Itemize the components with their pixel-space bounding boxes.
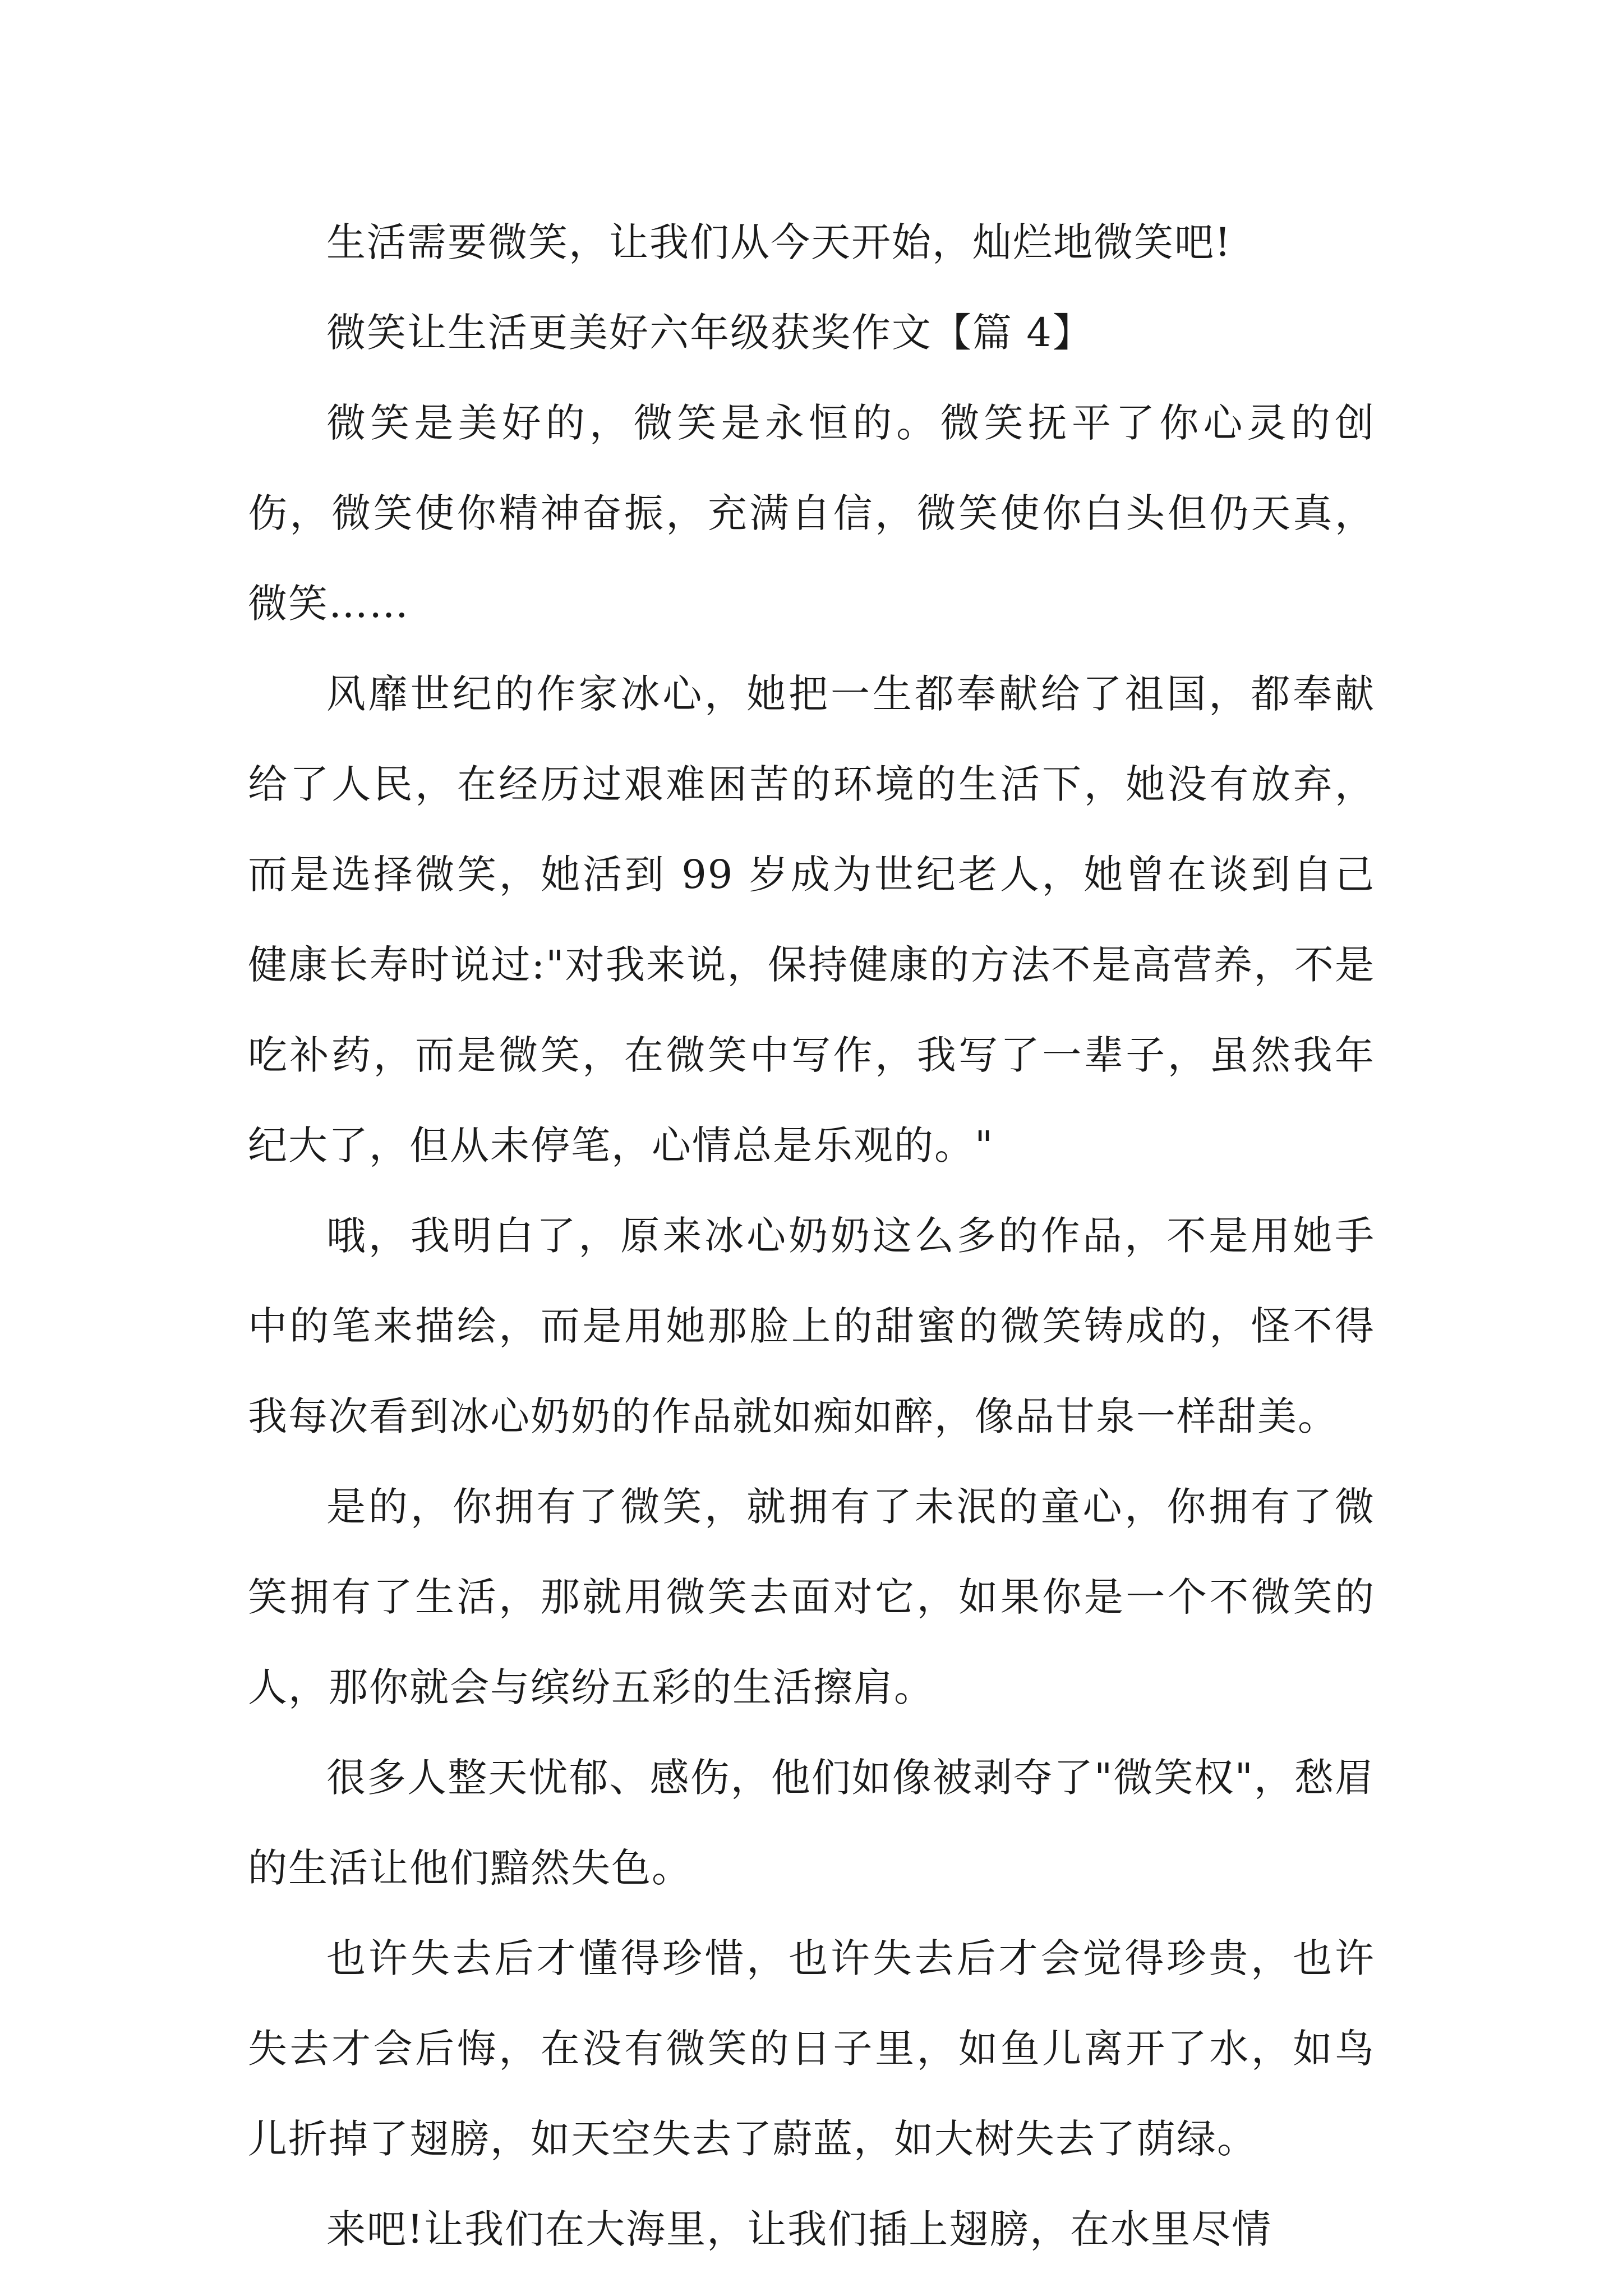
- paragraph-bingxin: 风靡世纪的作家冰心，她把一生都奉献给了祖国，都奉献给了人民，在经历过艰难困苦的环境的生活下，她没有放弃，而是选择微笑，她活到 99 岁成为世纪老人，她曾在谈到自己健康长寿时说过:"对我来说，保持健康的方法不是高营养，不是吃补药，而是微笑，在微笑中写作，我写了一辈子，虽然我年纪大了，但从未停笔，心情总是乐观的。": [248, 671, 1375, 1168]
- paragraph-closing-line: 生活需要微笑，让我们从今天开始，灿烂地微笑吧!: [326, 219, 1232, 265]
- section-heading: 微笑让生活更美好六年级获奖作文【篇 4】: [326, 310, 1093, 356]
- paragraph-intro: 微笑是美好的，微笑是永恒的。微笑抚平了你心灵的创伤，微笑使你精神奋振，充满自信，微笑使你白头但仍天真，微笑……: [248, 400, 1375, 627]
- article-body: [248, 197, 1375, 2275]
- paragraph-childlike-heart: 是的，你拥有了微笑，就拥有了未泯的童心，你拥有了微笑拥有了生活，那就用微笑去面对它，如果你是一个不微笑的人，那你就会与缤纷五彩的生活擦肩。: [248, 1484, 1375, 1710]
- paragraph-gloomy-people: 很多人整天忧郁、感伤，他们如像被剥夺了"微笑权"，愁眉的生活让他们黯然失色。: [248, 1755, 1375, 1891]
- paragraph-loss: 也许失去后才懂得珍惜，也许失去后才会觉得珍贵，也许失去才会后悔，在没有微笑的日子里，如鱼儿离开了水，如鸟儿折掉了翅膀，如天空失去了蔚蓝，如大树失去了荫绿。: [248, 1935, 1375, 2162]
- paragraph-realization: 哦，我明白了，原来冰心奶奶这么多的作品，不是用她手中的笔来描绘，而是用她那脸上的甜蜜的微笑铸成的，怪不得我每次看到冰心奶奶的作品就如痴如醉，像品甘泉一样甜美。: [248, 1213, 1375, 1439]
- paragraph-invitation: 来吧!让我们在大海里，让我们插上翅膀，在水里尽情: [326, 2206, 1272, 2252]
